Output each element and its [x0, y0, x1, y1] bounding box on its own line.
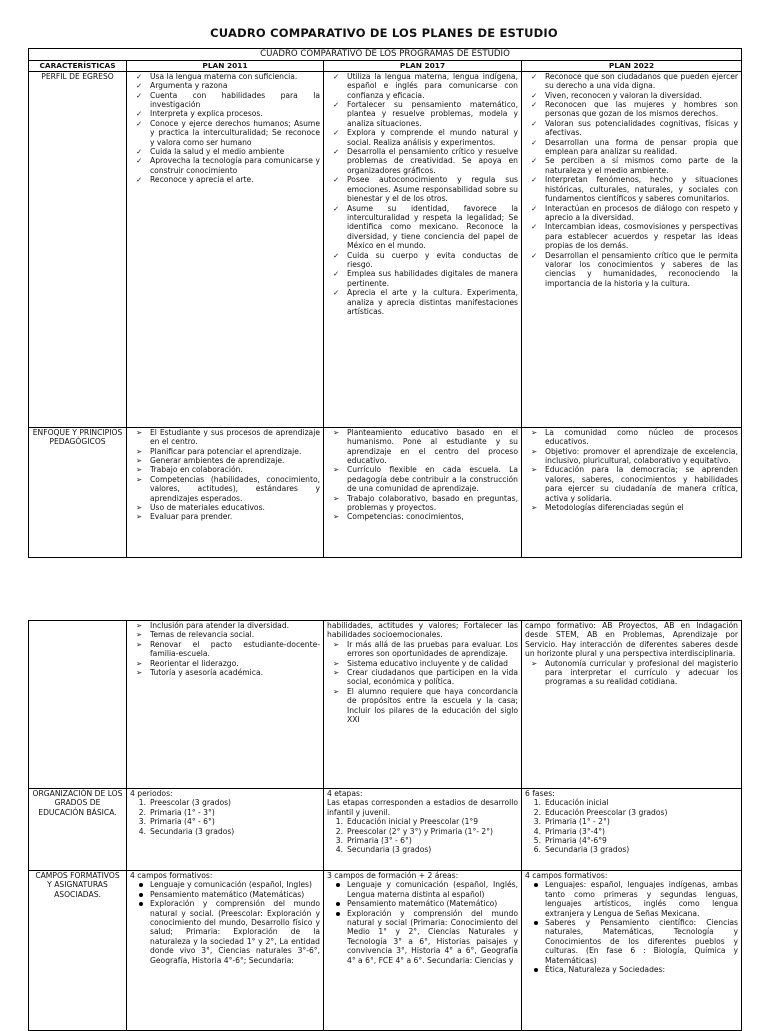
- cell-intro: 4 periodos:: [130, 789, 173, 798]
- list-item: [525, 827, 738, 836]
- list-item: [525, 138, 738, 157]
- list-item: [327, 269, 518, 288]
- check-icon: ✓: [531, 175, 538, 185]
- list-item: [130, 81, 320, 90]
- list-item: [130, 808, 320, 817]
- check-icon: ✓: [531, 100, 538, 110]
- plan-cell: [127, 71, 324, 427]
- arrow-bullet-icon: ➢: [333, 658, 340, 668]
- list-item: [525, 465, 738, 503]
- list-item: [525, 503, 738, 512]
- list-item-text: Exploración y comprensión del mundo natural y social. (Preescolar: Exploración y conocimiento del mundo, Desarrollo físico y salud; Primaria: Exploración de la naturaleza y la sociedad 1° y 2°, La entidad donde vivo 3°, Ciencias naturales 3°-6°, Geografía, Historia 4°-6°; Secundaria:: [150, 899, 320, 965]
- list-item-text: Autonomía curricular y profesional del magisterio para interpretar el currículo y adecuar los programas a su realidad cotidiana.: [545, 658, 738, 687]
- list-item-text: Primaria (1° - 2°): [545, 817, 610, 827]
- list-item: [525, 817, 738, 826]
- table-caption-row: [29, 49, 742, 61]
- plan-cell: [127, 871, 324, 1031]
- list-item: [525, 836, 738, 845]
- list-item-text: Primaria (4° - 6°): [150, 817, 215, 827]
- table-row: [29, 871, 742, 1031]
- cell-list: [327, 817, 518, 855]
- list-item-text: Valoran sus potencialidades cognitivas, físicas y afectivas.: [545, 118, 738, 138]
- list-item: [525, 156, 738, 175]
- check-icon: ✓: [531, 71, 538, 81]
- list-item: [525, 798, 738, 807]
- list-item: [130, 512, 320, 521]
- list-item: [327, 817, 518, 826]
- bullet-icon: [336, 883, 340, 887]
- list-item: [327, 659, 518, 668]
- list-item-text: Interpreta y explica procesos.: [150, 109, 263, 119]
- list-number: 1.: [138, 798, 146, 808]
- list-item: [130, 475, 320, 503]
- list-item: [525, 447, 738, 466]
- list-item: [327, 251, 518, 270]
- arrow-bullet-icon: ➢: [136, 630, 143, 640]
- list-item-text: Secundaria (3 grados): [150, 826, 235, 836]
- list-item: [130, 630, 320, 639]
- list-number: 2.: [335, 826, 343, 836]
- cell-list: [327, 72, 518, 317]
- list-item-text: La comunidad como núcleo de procesos educativos.: [545, 427, 738, 447]
- row-label: ORGANIZACIÓN DE LOS GRADOS DE EDUCACIÓN BÁSICA.: [29, 789, 127, 871]
- list-item: [130, 798, 320, 807]
- list-item-text: Crear ciudadanos que participen en la vida social, económica y política.: [347, 668, 518, 687]
- list-item: [327, 909, 518, 965]
- list-item-text: Pensamiento matemático (Matemáticas): [150, 889, 305, 899]
- list-item-text: Aprovecha la tecnología para comunicarse y construir conocimiento: [150, 156, 320, 175]
- list-number: 4.: [335, 845, 343, 855]
- list-item-text: Conoce y ejerce derechos humanos; Asume y practica la interculturalidad; Se reconoce y valora como ser humano: [150, 118, 320, 147]
- arrow-bullet-icon: ➢: [136, 465, 143, 475]
- list-item-text: Emplea sus habilidades digitales de manera pertinente.: [347, 269, 518, 288]
- check-icon: ✓: [333, 128, 340, 138]
- list-item-text: Renovar el pacto estudiante-docente-familia-escuela.: [150, 639, 320, 659]
- list-number: 3.: [138, 817, 146, 827]
- cell-intro: 4 campos formativos:: [130, 871, 213, 880]
- list-item-text: Interactúan en procesos de diálogo con respeto y aprecio a la diversidad.: [545, 203, 738, 222]
- document-title: CUADRO COMPARATIVO DE LOS PLANES DE ESTUDIO: [210, 26, 558, 40]
- list-item-text: Intercambian ideas, cosmovisiones y perspectivas para establecer acuerdos y respetar las ideas propias de los demás.: [545, 222, 738, 251]
- check-icon: ✓: [333, 71, 340, 81]
- list-item-text: El Estudiante y sus procesos de aprendizaje en el centro.: [150, 427, 320, 447]
- arrow-bullet-icon: ➢: [136, 639, 143, 649]
- list-item-text: Evaluar para prender.: [150, 512, 233, 522]
- list-item-text: Posee autoconocimiento y regula sus emociones. Asume responsabilidad sobre su bienestar y el de los otros.: [347, 175, 518, 204]
- cell-list: [130, 428, 320, 522]
- list-item: [130, 880, 320, 889]
- list-item: [130, 428, 320, 447]
- list-item-text: Reconoce y aprecia el arte.: [150, 175, 254, 185]
- cell-list: [525, 72, 738, 288]
- list-item: [525, 251, 738, 289]
- list-item-text: Planteamiento educativo basado en el humanismo. Pone al estudiante y su aprendizaje en el centro del proceso educativo.: [347, 427, 518, 466]
- list-item-text: Tutoría y asesoría académica.: [150, 668, 264, 678]
- list-item: [327, 128, 518, 147]
- header-plan-2017: PLAN 2017: [324, 61, 522, 71]
- check-icon: ✓: [333, 147, 340, 157]
- list-item: [525, 204, 738, 223]
- list-item-text: Lenguaje y comunicación (español, Inglés, Lengua materna distinta al español): [347, 880, 518, 899]
- bullet-icon: [534, 968, 538, 972]
- list-item: [525, 119, 738, 138]
- check-icon: ✓: [333, 175, 340, 185]
- list-item: [525, 659, 738, 687]
- list-item: [130, 668, 320, 677]
- list-item-text: Inclusión para atender la diversidad.: [150, 621, 290, 630]
- list-item-text: Primaria (4°-6°9: [545, 836, 607, 846]
- list-item-text: Viven, reconocen y valoran la diversidad.: [545, 90, 702, 100]
- list-item-text: Educación para la democracia; se aprenden valores, saberes, conocimientos y habilidades para ejercer su ciudadanía de manera crítica, activa y solidaria.: [545, 465, 738, 503]
- check-icon: ✓: [136, 175, 143, 185]
- list-item-text: Secundaria (3 grados): [545, 845, 630, 855]
- list-item-text: Saberes y Pensamiento científico: Ciencias naturales, Matemáticas, Tecnología y Conocimientos de los diferentes pueblos y culturas. (En fase 6 : Biología, Química y Matemáticas): [545, 918, 738, 965]
- list-item: [327, 880, 518, 899]
- check-icon: ✓: [531, 90, 538, 100]
- check-icon: ✓: [333, 203, 340, 213]
- list-item: [327, 668, 518, 687]
- list-item: [327, 640, 518, 659]
- table-caption: CUADRO COMPARATIVO DE LOS PROGRAMAS DE ESTUDIO: [29, 49, 742, 61]
- list-item-text: Educación Preescolar (3 grados): [545, 807, 668, 817]
- list-item: [130, 91, 320, 110]
- list-number: 1.: [335, 817, 343, 827]
- list-item: [327, 72, 518, 100]
- list-item: [327, 494, 518, 513]
- list-item-text: Competencias (habilidades, conocimiento, valores, actitudes), estándares y aprendizajes esperados.: [150, 474, 320, 503]
- list-item: [130, 447, 320, 456]
- list-item-text: Sistema educativo incluyente y de calidad: [347, 658, 508, 668]
- list-item-text: Trabajo colaborativo, basado en preguntas, problemas y proyectos.: [347, 493, 518, 513]
- bullet-icon: [139, 902, 143, 906]
- list-item: [525, 845, 738, 854]
- arrow-bullet-icon: ➢: [333, 686, 340, 696]
- list-item: [327, 100, 518, 128]
- arrow-bullet-icon: ➢: [531, 503, 538, 513]
- list-item-text: Primaria (1° - 3°): [150, 807, 215, 817]
- list-item-text: Metodologías diferenciadas según el: [545, 503, 684, 513]
- list-item: [130, 72, 320, 81]
- arrow-bullet-icon: ➢: [136, 621, 143, 630]
- list-item: [327, 288, 518, 316]
- check-icon: ✓: [136, 109, 143, 119]
- list-item: [327, 512, 518, 521]
- row-label: ENFOQUE Y PRINCIPIOS PEDAGÓGICOS: [29, 427, 127, 557]
- table-row: [29, 427, 742, 557]
- header-plan-2011: PLAN 2011: [127, 61, 324, 71]
- arrow-bullet-icon: ➢: [136, 474, 143, 484]
- list-item-text: Exploración y comprensión del mundo natural y social (Primaria: Conocimiento del Medio 1° y 2°, Ciencias Naturales y Tecnología 3° a 6°, Historias paisajes y convivencia 3°, Historia 4° a 6°, Geografía 4° a 6°, FCE 4° a 6°. Secundaria: Ciencias y: [347, 908, 518, 965]
- bullet-icon: [534, 883, 538, 887]
- arrow-bullet-icon: ➢: [531, 465, 538, 475]
- check-icon: ✓: [136, 118, 143, 128]
- arrow-bullet-icon: ➢: [136, 668, 143, 678]
- cell-list: [130, 798, 320, 836]
- list-item: [130, 109, 320, 118]
- list-item: [130, 503, 320, 512]
- list-item: [130, 827, 320, 836]
- arrow-bullet-icon: ➢: [333, 427, 340, 437]
- list-item-text: Desarrollan el pensamiento crítico que le permita valorar los conocimientos y saberes de las ciencias y humanidades, reconociendo la importancia de la historia y la cultura.: [545, 250, 738, 288]
- list-number: 4.: [533, 826, 541, 836]
- cell-list: [327, 428, 518, 522]
- plan-cell: [324, 789, 522, 871]
- arrow-bullet-icon: ➢: [333, 465, 340, 475]
- list-item: [130, 817, 320, 826]
- list-item: [525, 808, 738, 817]
- list-item-text: Primaria (3° - 6°): [347, 836, 412, 846]
- list-item: [327, 687, 518, 725]
- check-icon: ✓: [333, 250, 340, 260]
- plan-cell: [127, 621, 324, 789]
- list-number: 3.: [533, 817, 541, 827]
- cell-list: [525, 659, 738, 687]
- list-item-text: Fortalecer su pensamiento matemático, plantea y resuelve problemas, modela y analiza situaciones.: [347, 100, 518, 128]
- list-item-text: Objetivo: promover el aprendizaje de excelencia, inclusivo, pluricultural, colaborativo y equitativo.: [545, 446, 738, 466]
- plan-cell: [522, 871, 742, 1031]
- cell-intro: 6 fases:: [525, 789, 555, 798]
- list-item: [130, 659, 320, 668]
- cell-list: [327, 640, 518, 725]
- list-item-text: Preescolar (3 grados): [150, 798, 232, 808]
- list-item: [327, 465, 518, 493]
- list-item-text: Cuida su cuerpo y evita conductas de riesgo.: [347, 250, 518, 269]
- list-item-text: Reorientar el liderazgo.: [150, 658, 239, 668]
- list-item: [525, 91, 738, 100]
- list-item-text: Trabajo en colaboración.: [150, 465, 243, 475]
- row-label: [29, 621, 127, 789]
- cell-intro: habilidades, actitudes y valores; Fortalecer las habilidades socioemocionales.: [327, 621, 518, 640]
- arrow-bullet-icon: ➢: [333, 668, 340, 678]
- list-item: [525, 965, 738, 974]
- check-icon: ✓: [136, 90, 143, 100]
- cell-list: [525, 880, 738, 974]
- check-icon: ✓: [136, 71, 143, 81]
- arrow-bullet-icon: ➢: [136, 427, 143, 437]
- cell-list: [525, 428, 738, 513]
- check-icon: ✓: [531, 203, 538, 213]
- list-item-text: Competencias: conocimientos,: [347, 512, 464, 522]
- check-icon: ✓: [531, 250, 538, 260]
- list-item-text: Explora y comprende el mundo natural y social. Realiza análisis y experimentos.: [347, 128, 518, 147]
- arrow-bullet-icon: ➢: [136, 512, 143, 522]
- arrow-bullet-icon: ➢: [333, 493, 340, 503]
- arrow-bullet-icon: ➢: [136, 503, 143, 513]
- plan-cell: [324, 871, 522, 1031]
- list-item-text: Educación inicial y Preescolar (1°9: [347, 817, 479, 827]
- list-item-text: Preescolar (2° y 3°) y Primaria (1°- 2°): [347, 826, 494, 836]
- plan-cell: [324, 71, 522, 427]
- plan-cell: [522, 427, 742, 557]
- list-item-text: Se perciben a sí mismos como parte de la naturaleza y el medio ambiente.: [545, 156, 738, 175]
- arrow-bullet-icon: ➢: [333, 639, 340, 649]
- list-item: [130, 640, 320, 659]
- check-icon: ✓: [333, 269, 340, 279]
- row-label: PERFIL DE EGRESO: [29, 71, 127, 427]
- list-item-text: Lenguaje y comunicación (español, Ingles): [150, 880, 312, 890]
- list-item-text: Pensamiento matemático (Matemático): [347, 899, 498, 909]
- check-icon: ✓: [136, 156, 143, 166]
- list-item-text: Secundaria (3 grados): [347, 845, 432, 855]
- plan-cell: [522, 789, 742, 871]
- list-number: 1.: [533, 798, 541, 808]
- cell-intro: 3 campos de formación + 2 áreas:: [327, 871, 459, 880]
- check-icon: ✓: [531, 137, 538, 147]
- arrow-bullet-icon: ➢: [136, 456, 143, 466]
- list-item: [130, 147, 320, 156]
- arrow-bullet-icon: ➢: [531, 446, 538, 456]
- cell-list: [525, 798, 738, 854]
- list-number: 5.: [533, 836, 541, 846]
- list-number: 4.: [138, 826, 146, 836]
- plan-cell: [324, 621, 522, 789]
- bullet-icon: [139, 883, 143, 887]
- list-item-text: Usa la lengua materna con suficiencia.: [150, 71, 298, 81]
- cell-list: [130, 72, 320, 185]
- list-item: [327, 836, 518, 845]
- list-number: 3.: [335, 836, 343, 846]
- check-icon: ✓: [333, 100, 340, 110]
- list-item-text: Interpretan fenómenos, hecho y situaciones históricas, culturales, naturales, y sociales con fundamentos científicos y saberes comunitarios.: [545, 175, 738, 204]
- list-item: [525, 100, 738, 119]
- list-item: [130, 621, 320, 630]
- list-item: [525, 918, 738, 965]
- list-item: [327, 428, 518, 466]
- bullet-icon: [336, 912, 340, 916]
- arrow-bullet-icon: ➢: [136, 446, 143, 456]
- comparison-table-page-1: [28, 48, 742, 558]
- check-icon: ✓: [136, 81, 143, 91]
- list-item: [525, 880, 738, 918]
- list-item: [525, 72, 738, 91]
- table-row: [29, 71, 742, 427]
- list-item: [130, 456, 320, 465]
- check-icon: ✓: [531, 222, 538, 232]
- list-item: [130, 465, 320, 474]
- list-item: [525, 175, 738, 203]
- list-item: [525, 428, 738, 447]
- arrow-bullet-icon: ➢: [136, 658, 143, 668]
- list-item-text: Educación inicial: [545, 798, 609, 808]
- plan-cell: [522, 621, 742, 789]
- list-item-text: Reconoce que son ciudadanos que pueden ejercer su derecho a una vida digna.: [545, 71, 738, 91]
- bullet-icon: [139, 893, 143, 897]
- plan-cell: [127, 427, 324, 557]
- list-number: 2.: [138, 807, 146, 817]
- header-row: [29, 61, 742, 71]
- cell-list: [327, 880, 518, 965]
- list-item: [130, 119, 320, 147]
- row-label: CAMPOS FORMATIVOS Y ASIGNATURAS ASOCIADAS.: [29, 871, 127, 1031]
- list-item-text: Reconocen que las mujeres y hombres son personas que gozan de los mismos derechos.: [545, 100, 738, 119]
- list-item: [327, 845, 518, 854]
- table-row: [29, 789, 742, 871]
- list-item: [130, 899, 320, 965]
- check-icon: ✓: [531, 156, 538, 166]
- cell-intro: 4 campos formativos:: [525, 871, 608, 880]
- arrow-bullet-icon: ➢: [333, 512, 340, 522]
- check-icon: ✓: [136, 147, 143, 157]
- list-item-text: Primaria (3°-4°): [545, 826, 605, 836]
- list-item-text: Temas de relevancia social.: [150, 630, 255, 640]
- list-item-text: Desarrolla el pensamiento crítico y resuelve problemas de creatividad. Se apoya en organizadores gráficos.: [347, 147, 518, 175]
- header-plan-2022: PLAN 2022: [522, 61, 742, 71]
- list-item-text: Planificar para potenciar el aprendizaje.: [150, 446, 302, 456]
- cell-list: [130, 880, 320, 965]
- list-item-text: Cuida la salud y el medio ambiente: [150, 147, 285, 157]
- list-item: [327, 175, 518, 203]
- list-item-text: Lenguajes: español, lenguajes indígenas, ambas tanto como primeras y segundas lenguas, lenguajes artísticos, inglés como lengua extranjera y Lengua de Señas Mexicana.: [545, 880, 738, 918]
- cell-intro: 4 etapas: Las etapas corresponden a estadios de desarrollo infantil y juvenil.: [327, 789, 518, 817]
- table-row: [29, 621, 742, 789]
- list-item-text: Cuenta con habilidades para la investigación: [150, 90, 320, 110]
- bullet-icon: [534, 921, 538, 925]
- list-item-text: Generar ambientes de aprendizaje.: [150, 456, 285, 466]
- check-icon: ✓: [531, 118, 538, 128]
- header-characteristics: CARACTERÍSTICAS: [29, 61, 127, 71]
- list-item: [525, 222, 738, 250]
- cell-intro: campo formativo: AB Proyectos, AB en Indagación desde STEM, AB en Problemas, Aprendizaje por Servicio. Hay interacción de diferentes saberes desde un horizonte plural y una perspectiva interdisciplinaria.: [525, 621, 738, 659]
- arrow-bullet-icon: ➢: [531, 427, 538, 437]
- cell-list: [130, 621, 320, 677]
- list-item: [130, 175, 320, 184]
- list-item-text: Uso de materiales educativos.: [150, 503, 265, 513]
- list-item-text: Ir más allá de las pruebas para evaluar. Los errores son oportunidades de aprendizaje.: [347, 639, 518, 659]
- arrow-bullet-icon: ➢: [531, 658, 538, 668]
- list-number: 2.: [533, 807, 541, 817]
- plan-cell: [324, 427, 522, 557]
- check-icon: ✓: [333, 288, 340, 298]
- list-item-text: Argumenta y razona: [150, 81, 228, 91]
- list-item: [327, 827, 518, 836]
- list-number: 6.: [533, 845, 541, 855]
- list-item: [130, 890, 320, 899]
- plan-cell: [127, 789, 324, 871]
- list-item-text: El alumno requiere que haya concordancia de propósitos entre la escuela y la casa; Incluir los pilares de la educación del siglo XXI: [347, 686, 518, 725]
- list-item-text: Aprecia el arte y la cultura. Experimenta, analiza y aprecia distintas manifestaciones artísticas.: [347, 288, 518, 316]
- list-item-text: Currículo flexible en cada escuela. La pedagogía debe contribuir a la construcción de una comunidad de aprendizaje.: [347, 465, 518, 494]
- plan-cell: [522, 71, 742, 427]
- list-item: [130, 156, 320, 175]
- list-item: [327, 899, 518, 908]
- list-item: [327, 147, 518, 175]
- list-item-text: Asume su identidad, favorece la interculturalidad y respeta la legalidad; Se identifica como mexicano. Reconoce la diversidad, y tiene conciencia del papel de México en el mundo.: [347, 203, 518, 251]
- list-item: [327, 204, 518, 251]
- list-item-text: Ética, Naturaleza y Sociedades:: [545, 965, 666, 975]
- comparison-table-page-2: [28, 620, 742, 1031]
- list-item-text: Utiliza la lengua materna, lengua indígena, español e inglés para comunicarse con confianza y eficacia.: [347, 71, 518, 100]
- bullet-icon: [336, 902, 340, 906]
- list-item-text: Desarrollan una forma de pensar propia que emplean para analizar su realidad.: [545, 137, 738, 157]
